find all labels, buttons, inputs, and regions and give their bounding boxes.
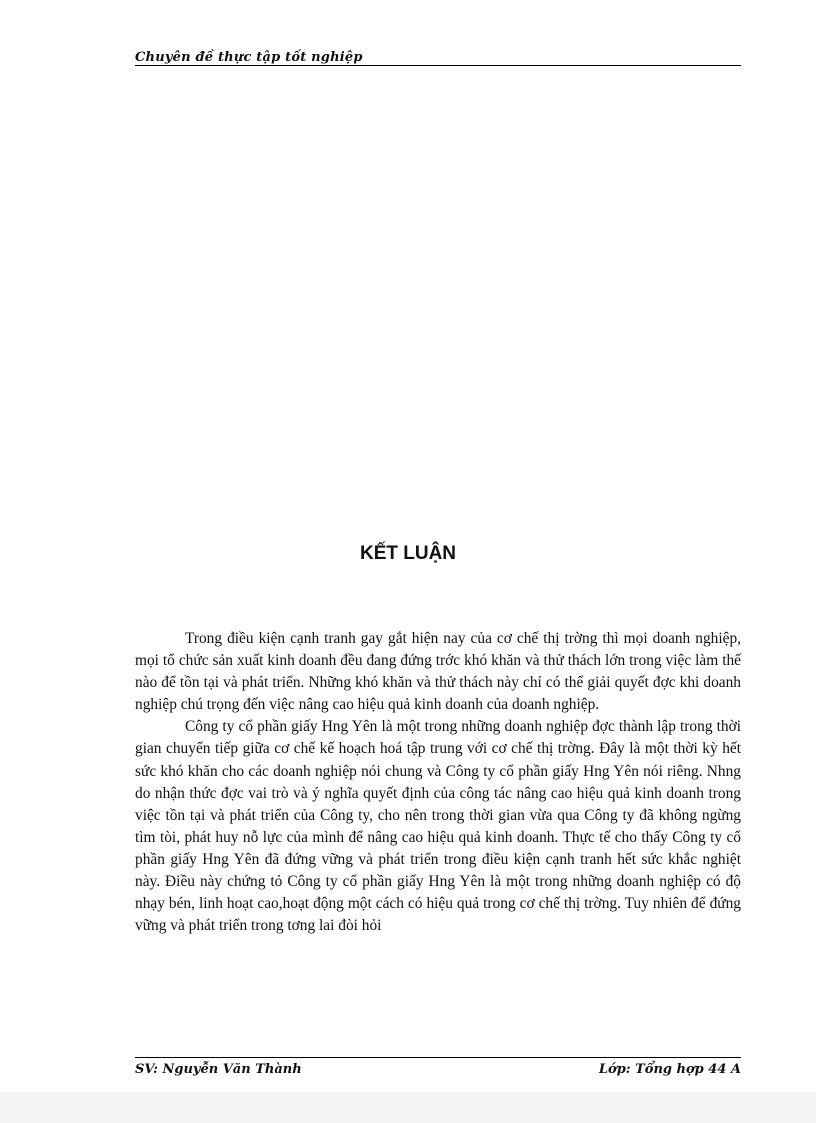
section-heading: KẾT LUẬN bbox=[359, 543, 457, 564]
paragraph: Trong điều kiện cạnh tranh gay gắt hiện nay của cơ chế thị trờng thì mọi doanh nghiệp, mọi tổ chức sản xuất kinh doanh đều đang đứng trớc khó khăn và thử thách lớn trong việc làm thế nào để tồn tại và phát triển. Những khó khăn và thử thách này chỉ có thể giải quyết đợc khi doanh nghiệp chú trọng đến việc nâng cao hiệu quả kinh doanh của doanh nghiệp. bbox=[135, 630, 741, 714]
paragraph: Công ty cổ phần giấy Hng Yên là một trong những doanh nghiệp đợc thành lập trong thời gian chuyển tiếp giữa cơ chế kế hoạch hoá tập trung với cơ chế thị trờng. Đây là một thời kỳ hết sức khó khăn cho các doanh nghiệp nói chung và Công ty cổ phần giấy Hng Yên nói riêng. Nhng do nhận thức đợc vai trò và ý nghĩa quyết định của công tác nâng cao hiệu quả kinh doanh trong việc tồn tại và phát triển của Công ty, cho nên trong thời gian vừa qua Công ty đã không ngừng tìm tòi, phát huy nỗ lực của mình để nâng cao hiệu quả kinh doanh. Thực tế cho thấy Công ty cổ phần giấy Hng Yên đã đứng vững và phát triển trong điều kiện cạnh tranh hết sức khắc nghiệt này. Điều này chứng tỏ Công ty cổ phần giấy Hng Yên là một trong những doanh nghiệp có độ nhạy bén, linh hoạt cao,hoạt động một cách có hiệu quả trong cơ chế thị trờng. Tuy nhiên để đứng vững và phát triển trong tơng lai đòi hỏi bbox=[135, 718, 741, 935]
running-header: Chuyên đề thực tập tốt nghiệp bbox=[135, 50, 363, 65]
footer-author: SV: Nguyễn Văn Thành bbox=[135, 1062, 302, 1077]
body-text bbox=[135, 628, 741, 937]
footer-rule bbox=[135, 1057, 741, 1058]
header-rule bbox=[135, 65, 741, 66]
page-bottom-margin bbox=[0, 1092, 816, 1123]
footer-class: Lớp: Tổng hợp 44 A bbox=[598, 1062, 741, 1077]
